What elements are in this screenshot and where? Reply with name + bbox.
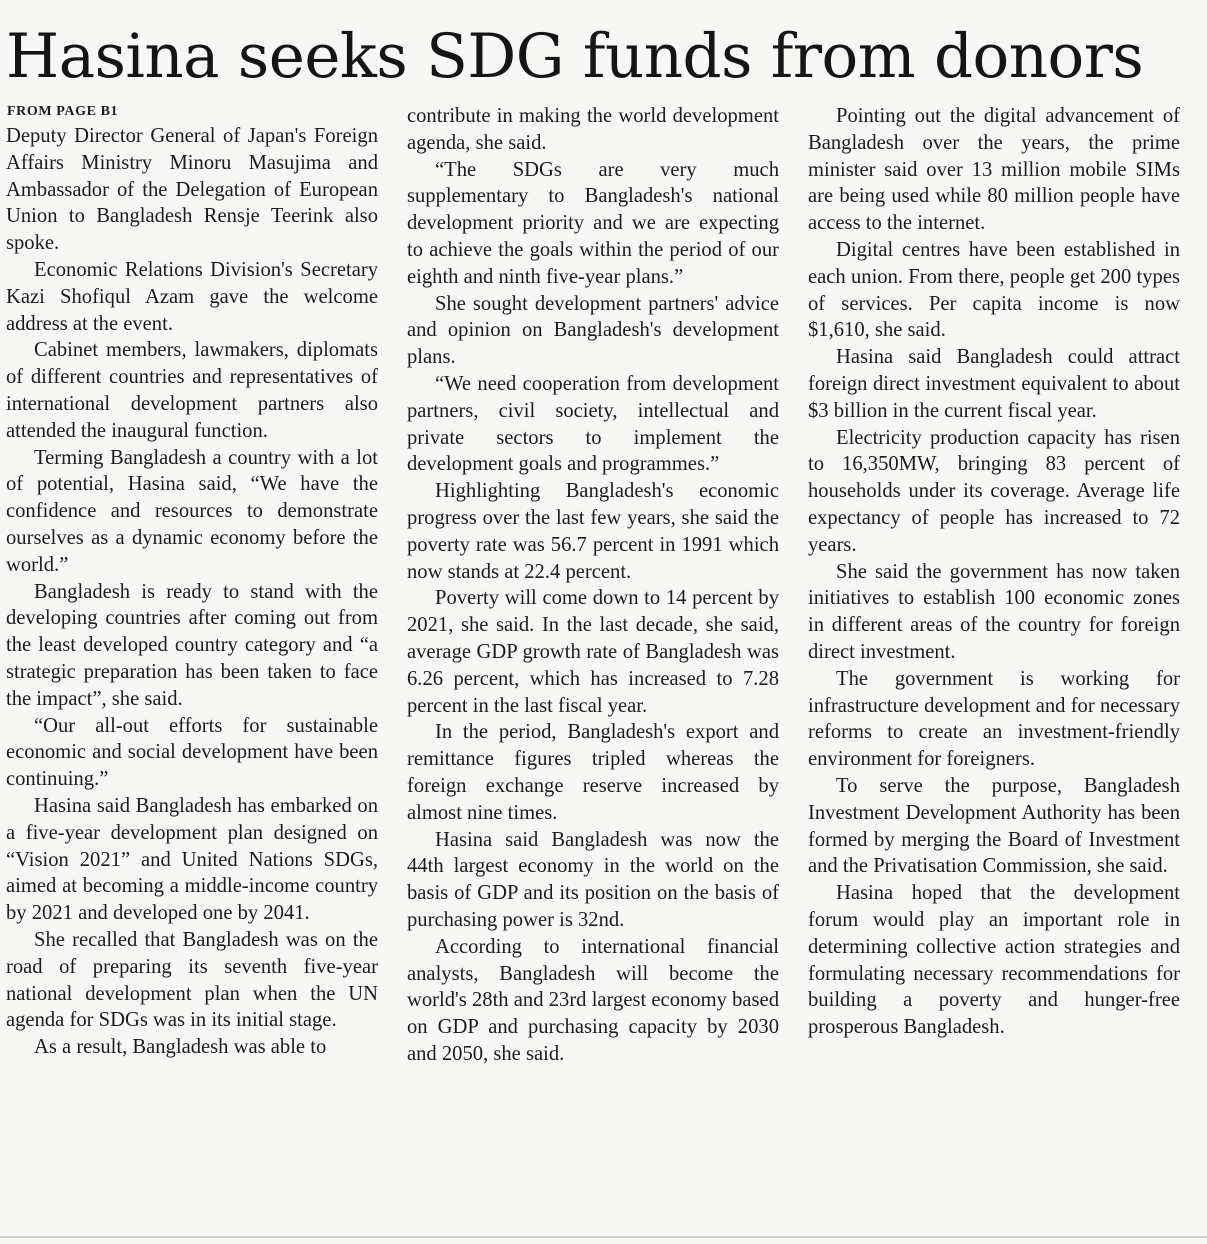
paragraph: As a result, Bangladesh was able to bbox=[34, 1036, 327, 1059]
paragraph: Highlighting Bangladesh's economic progress over the last few years, she said the poverty rate was 56.7 percent in 1991 which now stands at 22.4 percent. bbox=[407, 480, 779, 583]
paragraph: Deputy Director General of Japan's Foreign Affairs Ministry Minoru Masujima and Ambassador of the Delegation of European Union to Bangladesh Rensje Teerink also spoke. bbox=[6, 125, 378, 255]
paragraph: contribute in making the world development agenda, she said. bbox=[407, 105, 779, 154]
paragraph: Hasina said Bangladesh could attract foreign direct investment equivalent to about $3 billion in the current fiscal year. bbox=[808, 346, 1180, 422]
paragraph: “We need cooperation from development partners, civil society, intellectual and private sectors to implement the development goals and programmes.” bbox=[407, 372, 779, 476]
paragraph: Cabinet members, lawmakers, diplomats of different countries and representatives of international development partners also attended the inaugural function. bbox=[6, 339, 378, 442]
paragraph: Bangladesh is ready to stand with the developing countries after coming out from the least developed country category and “a strategic preparation has been taken to face the impact”, she said. bbox=[6, 580, 378, 710]
paragraph: Digital centres have been established in each union. From there, people get 200 types of services. Per capita income is now $1,610, she said. bbox=[808, 238, 1180, 342]
paragraph: Poverty will come down to 14 percent by 2021, she said. In the last decade, she said, average GDP growth rate of Bangladesh was 6.26 percent, which has increased to 7.28 percent in the last fiscal year. bbox=[407, 587, 779, 717]
article-column-3 bbox=[808, 103, 1180, 1041]
article-column-2 bbox=[407, 103, 779, 1068]
paragraph: According to international financial analysts, Bangladesh will become the world's 28th and 23rd largest economy based on GDP and purchasing capacity by 2030 and 2050, she said. bbox=[407, 935, 779, 1065]
paragraph: Hasina said Bangladesh has embarked on a five-year development plan designed on “Vision 2021” and United Nations SDGs, aimed at becoming a middle-income country by 2021 and developed one by 2041. bbox=[6, 794, 378, 925]
paragraph: Electricity production capacity has risen to 16,350MW, bringing 83 percent of households under its coverage. Average life expectancy of people has increased to 72 years. bbox=[808, 426, 1180, 556]
paragraph: She sought development partners' advice and opinion on Bangladesh's development plans. bbox=[407, 292, 779, 369]
continuation-kicker: FROM PAGE B1 bbox=[7, 104, 119, 119]
paragraph: She recalled that Bangladesh was on the road of preparing its seventh five-year national development plan when the UN agenda for SDGs was in its initial stage. bbox=[6, 928, 378, 1032]
paragraph: Hasina hoped that the development forum would play an important role in determining collective action strategies and formulating necessary recommendations for building a poverty and hunger-free prosperous Bangladesh. bbox=[808, 882, 1180, 1039]
paragraph: In the period, Bangladesh's export and remittance figures tripled whereas the foreign exchange reserve increased by almost nine times. bbox=[407, 721, 779, 824]
paragraph: “The SDGs are very much supplementary to Bangladesh's national development priority and we are expecting to achieve the goals within the period of our eighth and ninth five-year plans.” bbox=[407, 158, 779, 288]
paragraph: “Our all-out efforts for sustainable economic and social development have been continuing.” bbox=[6, 714, 378, 791]
article-column-1 bbox=[6, 123, 378, 1061]
paragraph: She said the government has now taken initiatives to establish 100 economic zones in different areas of the country for foreign direct investment. bbox=[808, 560, 1180, 663]
paragraph: Economic Relations Division's Secretary Kazi Shofiqul Azam gave the welcome address at the event. bbox=[6, 258, 378, 335]
headline: Hasina seeks SDG funds from donors bbox=[6, 21, 1144, 92]
paragraph: Pointing out the digital advancement of Bangladesh over the years, the prime minister said over 13 million mobile SIMs are being used while 80 million people have access to the internet. bbox=[808, 105, 1180, 235]
paragraph: To serve the purpose, Bangladesh Investment Development Authority has been formed by merging the Board of Investment and the Privatisation Commission, she said. bbox=[808, 774, 1180, 878]
bottom-divider bbox=[0, 1236, 1207, 1238]
paragraph: Terming Bangladesh a country with a lot of potential, Hasina said, “We have the confidence and resources to demonstrate ourselves as a dynamic economy before the world.” bbox=[6, 446, 378, 576]
paragraph: The government is working for infrastructure development and for necessary reforms to create an investment-friendly environment for foreigners. bbox=[808, 667, 1180, 771]
paragraph: Hasina said Bangladesh was now the 44th largest economy in the world on the basis of GDP and its position on the basis of purchasing power is 32nd. bbox=[407, 828, 779, 931]
